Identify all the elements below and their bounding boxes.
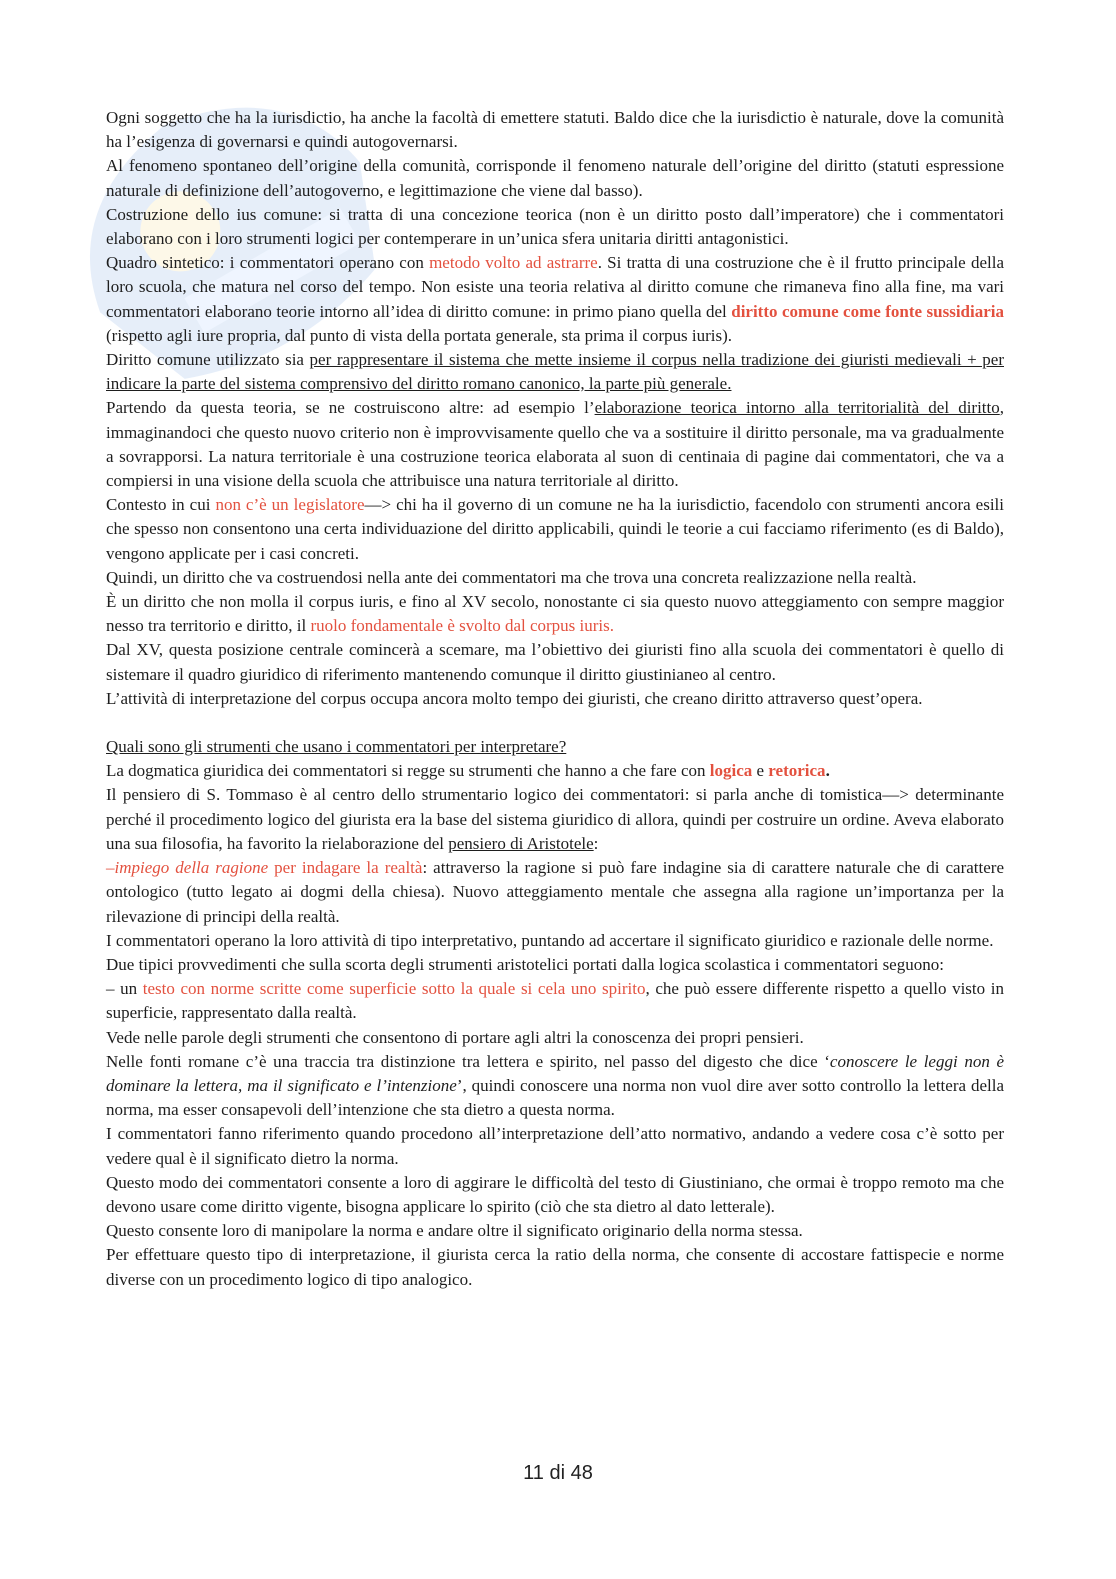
highlight-text: retorica bbox=[768, 761, 826, 781]
highlight-text: testo con norme scritte come superficie sotto la quale si cela uno spirito bbox=[142, 979, 646, 999]
paragraph: Al fenomeno spontaneo dell’origine della comunità, corrisponde il fenomeno naturale dell’origine del diritto (statuti espressione naturale di definizione dell’autogoverno, e legittimazione che viene dal basso). bbox=[106, 156, 1004, 200]
paragraph: L’attività di interpretazione del corpus occupa ancora molto tempo dei giuristi, che creano diritto attraverso quest’opera. bbox=[106, 688, 923, 708]
paragraph: I commentatori fanno riferimento quando procedono all’interpretazione dell’atto normativo, andando a vedere cosa c’è sotto per vedere qual è il significato dietro la norma. bbox=[106, 1124, 1004, 1168]
underlined-text: per rappresentare il sistema che mette insieme il corpus nella tradizione dei giuristi medievali + per indicare la parte del sistema comprensivo del diritto romano canonico, la parte più generale. bbox=[106, 350, 1004, 394]
highlight-text: logica bbox=[709, 761, 753, 781]
paragraph: Per effettuare questo tipo di interpretazione, il giurista cerca la ratio della norma, che consente di accostare fattispecie e norme diverse con un procedimento logico di tipo analogico. bbox=[106, 1245, 1004, 1289]
paragraph: Costruzione dello ius comune: si tratta di una concezione teorica (non è un diritto posto dall’imperatore) che i commentatori elaborano con i loro strumenti logici per contemperare in un’unica sfera unitaria diritti antagonistici. bbox=[106, 204, 1004, 249]
paragraph: Diritto comune utilizzato sia per rappresentare il sistema che mette insieme il corpus nella tradizione dei giuristi medievali + per indicare la parte del sistema comprensivo del diritto romano canonico, la parte più generale. bbox=[106, 350, 1004, 394]
paragraph: Due tipici provvedimenti che sulla scorta degli strumenti aristotelici portati dalla logica scolastica i commentatori seguono: bbox=[106, 954, 944, 974]
paragraph: Questo modo dei commentatori consente a loro di aggirare le difficoltà del testo di Giustiniano, che ormai è troppo remoto ma che devono usare come diritto vigente, bisogna applicare lo spirito (ciò che sta dietro al dato letterale). bbox=[106, 1172, 1004, 1216]
underlined-text: pensiero di Aristotele bbox=[448, 833, 594, 853]
paragraph: Quindi, un diritto che va costruendosi nella ante dei commentatori ma che trova una concreta realizzazione nella realtà. bbox=[106, 567, 917, 587]
highlight-text: diritto comune come fonte sussidiaria bbox=[731, 301, 1004, 321]
paragraph: Ogni soggetto che ha la iurisdictio, ha anche la facoltà di emettere statuti. Baldo dice che la iurisdictio è naturale, dove la comunità ha l’esigenza di governarsi e quindi autogovernarsi. bbox=[106, 108, 1004, 152]
paragraph: I commentatori operano la loro attività di tipo interpretativo, puntando ad accertare il significato giuridico e razionale delle norme. bbox=[106, 930, 994, 950]
underlined-text: elaborazione teorica intorno alla territorialità del diritto bbox=[594, 398, 1000, 418]
paragraph: Vede nelle parole degli strumenti che consentono di portare agli altri la conoscenza dei propri pensieri. bbox=[106, 1027, 804, 1047]
highlight-text: metodo volto ad astrarre bbox=[429, 253, 598, 273]
highlight-text: ruolo fondamentale è svolto dal corpus iuris. bbox=[310, 616, 615, 636]
paragraph: Contesto in cui non c’è un legislatore—> chi ha il governo di un comune ne ha la iurisdictio, facendolo con strumenti ancora esili che spesso non consentono una certa individuazione del diritto applicabili, quindi le teorie a cui facciamo riferimento (es di Baldo), vengono applicate per i casi concreti. bbox=[106, 495, 1004, 563]
paragraph: La dogmatica giuridica dei commentatori si regge su strumenti che hanno a che fare con logica e retorica. bbox=[106, 761, 830, 781]
italic-quote: conoscere le leggi non è dominare la lettera, ma il significato e l’intenzione bbox=[106, 1051, 1004, 1095]
paragraph: È un diritto che non molla il corpus iuris, e fino al XV secolo, nonostante ci sia questo nuovo atteggiamento con sempre maggior nesso tra territorio e diritto, il ruolo fondamentale è svolto dal corpus iuris. bbox=[106, 592, 1004, 636]
paragraph: Quadro sintetico: i commentatori operano con metodo volto ad astrarre. Si tratta di una costruzione che è il frutto principale della loro scuola, che matura nel corso del tempo. Non esiste una teoria relativa al diritto comune che rimaneva fino alla fine, ma vari commentatori elaborano teorie intorno all’idea di diritto comune: in primo piano quella del diritto comune come fonte sussidiaria (rispetto agli iure propria, dal punto di vista della portata generale, sta prima il corpus iuris). bbox=[106, 253, 1004, 345]
highlight-text: per indagare la realtà bbox=[268, 858, 423, 878]
paragraph: Il pensiero di S. Tommaso è al centro dello strumentario logico dei commentatori: si parla anche di tomistica—> determinante perché il procedimento logico del giurista era la base del sistema giuridico di allora, quindi per costruire un ordine. Aveva elaborato una sua filosofia, ha favorito la rielaborazione del pensiero di Aristotele: bbox=[106, 785, 1004, 853]
highlight-text: non c’è un legislatore bbox=[215, 495, 365, 515]
section-heading: Quali sono gli strumenti che usano i commentatori per interpretare? bbox=[106, 737, 567, 757]
paragraph: Questo consente loro di manipolare la norma e andare oltre il significato originario della norma stessa. bbox=[106, 1221, 803, 1241]
paragraph: – un testo con norme scritte come superficie sotto la quale si cela uno spirito, che può essere differente rispetto a quello visto in superficie, rappresentato dalla realtà. bbox=[106, 979, 1004, 1023]
document-body bbox=[106, 106, 1004, 1292]
paragraph: Partendo da questa teoria, se ne costruiscono altre: ad esempio l’elaborazione teorica intorno alla territorialità del diritto, immaginandoci che questo nuovo criterio non è improvvisamente quello che va a sostituire il diritto personale, ma va gradualmente a sovrapporsi. La natura territoriale è una costruzione teorica elaborata al suon di centinaia di pagine dai commentatori, che va a compiersi in una visione della scuola che attribuisce una natura territoriale al diritto. bbox=[106, 398, 1004, 491]
page-number: 11 di 48 bbox=[523, 1462, 593, 1484]
paragraph: –impiego della ragione per indagare la realtà: attraverso la ragione si può fare indagine sia di carattere naturale che di carattere ontologico (tutto legato ai dogmi della chiesa). Nuovo atteggiamento mentale che assegna alla ragione un’importanza per la rilevazione di principi della realtà. bbox=[106, 858, 1004, 926]
highlight-text: impiego della ragione bbox=[114, 858, 269, 878]
paragraph: Nelle fonti romane c’è una traccia tra distinzione tra lettera e spirito, nel passo del digesto che dice ‘conoscere le leggi non è dominare la lettera, ma il significato e l’intenzione’, quindi conoscere una norma non vuol dire aver sotto controllo la lettera della norma, ma esser consapevoli dell’intenzione che sta dietro a questa norma. bbox=[106, 1051, 1005, 1120]
paragraph: Dal XV, questa posizione centrale comincerà a scemare, ma l’obiettivo dei giuristi fino alla scuola dei commentatori è quello di sistemare il quadro giuridico di riferimento mantenendo comunque il diritto giustinianeo al centro. bbox=[106, 640, 1004, 684]
